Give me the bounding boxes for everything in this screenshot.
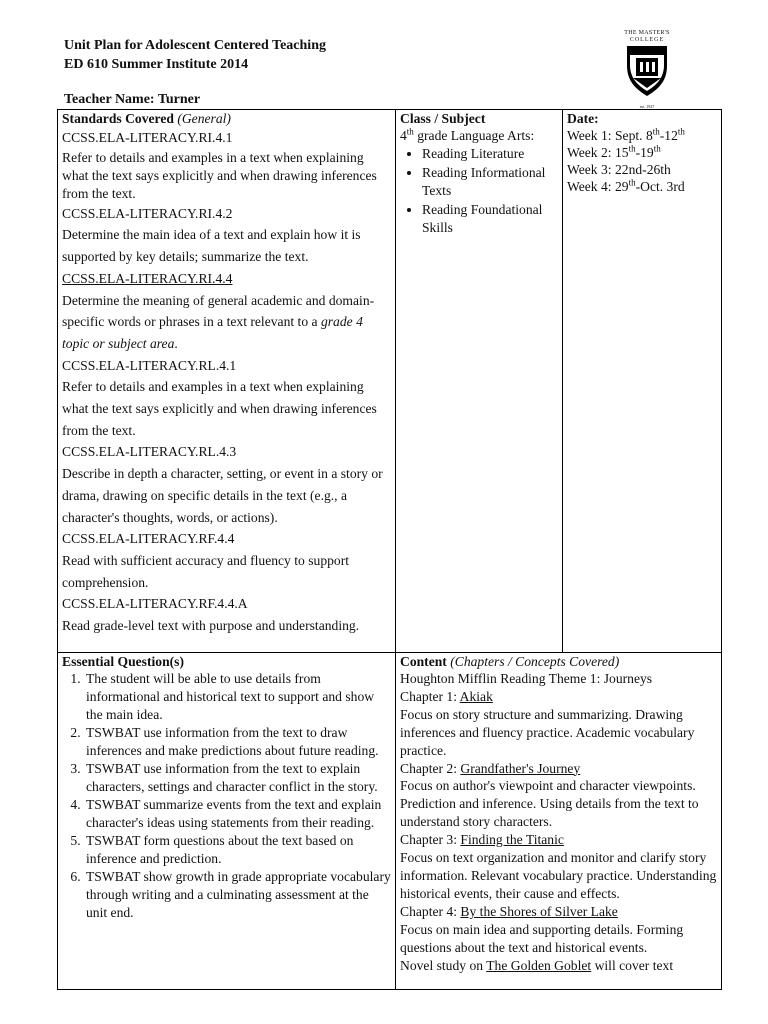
crest-icon	[619, 44, 675, 98]
standard-code: CCSS.ELA-LITERACY.RI.4.4	[62, 270, 233, 286]
logo-name: THE MASTER'S	[624, 30, 670, 36]
novel-study: Novel study on The Golden Goblet will cover text	[400, 957, 674, 973]
list-item: 3. TSWBAT use information from the text to explain characters, settings and character conflict in the story.	[84, 760, 391, 796]
chapter-4: Chapter 4: By the Shores of Silver Lake	[400, 903, 618, 919]
list-item: • Reading Literature	[422, 145, 558, 164]
class-subject-heading: Class / Subject	[400, 111, 486, 126]
logo-established: est. 1927	[639, 104, 655, 109]
list-item: • Reading Informational Texts	[422, 164, 558, 201]
college-logo	[619, 30, 675, 109]
standards-heading: Standards Covered (General)	[62, 111, 231, 126]
subject-list	[400, 145, 558, 238]
chapter-1-desc: Focus on story structure and summarizing. Drawing inferences and fluency practice. Academic vocabulary practice.	[400, 706, 695, 758]
standard-code: CCSS.ELA-LITERACY.RL.4.3	[62, 444, 237, 460]
week-2: Week 2: 15th-19th	[567, 143, 661, 160]
week-3: Week 3: 22nd-26th	[567, 162, 671, 177]
list-item: 5. TSWBAT form questions about the text based on inference and prediction.	[84, 832, 391, 868]
standard-code: CCSS.ELA-LITERACY.RI.4.1	[62, 130, 233, 145]
week-4: Week 4: 29th-Oct. 3rd	[567, 177, 685, 194]
logo-college: COLLEGE	[629, 37, 665, 43]
chapter-1: Chapter 1: Akiak	[400, 688, 493, 704]
standard-text: Describe in depth a character, setting, or event in a story or drama, drawing on specific details in the text (e.g., a character's thoughts, words, or actions).	[62, 466, 383, 525]
date-cell	[563, 110, 722, 653]
plan-title: Unit Plan for Adolescent Centered Teaching	[64, 38, 326, 53]
unit-plan-table	[57, 109, 722, 990]
essential-heading: Essential Question(s)	[62, 654, 184, 669]
content-theme: Houghton Mifflin Reading Theme 1: Journeys	[400, 671, 653, 686]
chapter-3-desc: Focus on text organization and monitor and clarify story information. Relevant vocabulary practice. Understanding historical events, their cause and effects.	[400, 850, 717, 901]
content-heading: Content (Chapters / Concepts Covered)	[400, 654, 620, 669]
standard-code: CCSS.ELA-LITERACY.RF.4.4	[62, 531, 235, 547]
standard-text: Read grade-level text with purpose and understanding.	[62, 618, 360, 634]
week-1: Week 1: Sept. 8th-12th	[567, 126, 685, 143]
essential-list	[62, 670, 391, 922]
standard-text: Determine the meaning of general academic and domain-specific words or phrases in a text relevant to a grade 4 topic or subject area.	[62, 292, 375, 351]
chapter-2-desc: Focus on author's viewpoint and character viewpoints. Prediction and inference. Using details from the text to understand story characters.	[400, 778, 699, 830]
chapter-3: Chapter 3: Finding the Titanic	[400, 832, 564, 848]
list-item: • Reading Foundational Skills	[422, 201, 558, 238]
date-heading: Date:	[567, 111, 599, 126]
standard-text: Refer to details and examples in a text when explaining what the text says explicitly and when drawing inferences from the text.	[62, 149, 377, 201]
standard-text: Refer to details and examples in a text when explaining what the text says explicitly and when drawing inferences from the text.	[62, 379, 377, 438]
standard-text: Read with sufficient accuracy and fluency to support comprehension.	[62, 552, 350, 590]
standards-cell	[58, 110, 396, 653]
content-cell	[396, 653, 722, 990]
chapter-4-desc: Focus on main idea and supporting details. Forming questions about the text and historical events.	[400, 921, 684, 955]
list-item: 2. TSWBAT use information from the text to draw inferences and make predictions about future reading.	[84, 724, 391, 760]
standard-code: CCSS.ELA-LITERACY.RL.4.1	[62, 357, 237, 373]
list-item: 4. TSWBAT summarize events from the text and explain character's ideas using statements from their reading.	[84, 796, 391, 832]
essential-questions-cell	[58, 653, 396, 990]
list-item: 1. The student will be able to use details from informational and historical text to support and show the main idea.	[84, 670, 391, 724]
chapter-2: Chapter 2: Grandfather's Journey	[400, 760, 581, 776]
class-subject-cell	[396, 110, 563, 653]
standard-code: CCSS.ELA-LITERACY.RI.4.2	[62, 205, 233, 221]
standard-code: CCSS.ELA-LITERACY.RF.4.4.A	[62, 596, 248, 612]
standard-text: Determine the main idea of a text and explain how it is supported by key details; summarize the text.	[62, 227, 361, 265]
list-item: 6. TSWBAT show growth in grade appropriate vocabulary through writing and a culminating assessment at the unit end.	[84, 868, 391, 922]
course-title: ED 610 Summer Institute 2014	[64, 57, 249, 72]
teacher-name: Teacher Name: Turner	[64, 92, 201, 107]
grade-line: 4th grade Language Arts:	[400, 126, 535, 143]
